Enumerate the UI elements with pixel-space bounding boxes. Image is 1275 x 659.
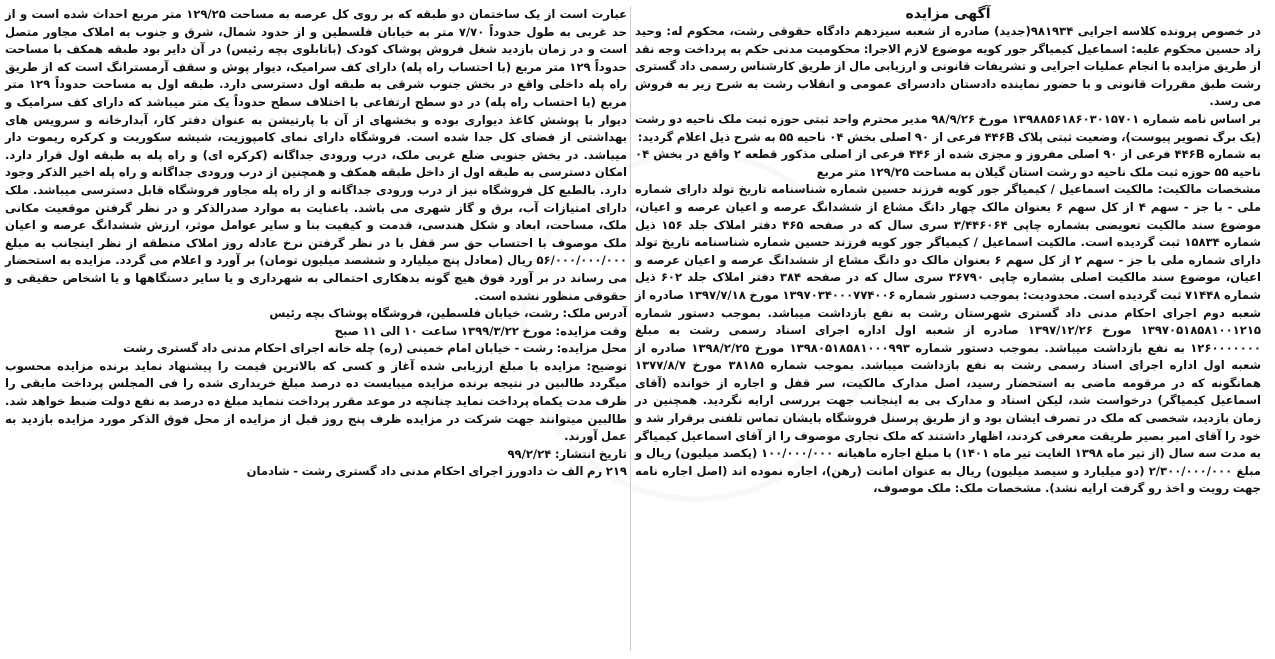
ownership-details-paragraph: مشخصات مالکیت: مالکیت اسماعیل / کیمیاگر جور کویه فرزند حسین شماره شناسنامه تاریخ تولد دارای شماره ملی - با جز - سهم ۴ از کل سهم ۶ بعنوان مالک چهار دانگ مشاع از ششدانگ عرصه و اعیان عرصه و اعیان، موضوع سند مالکیت تعویضی بشماره چاپی ۳/۴۴۶۰۶۴ سری سال که در صفحه ۴۶۵ دفتر املاک جلد ۱۵۶ ذیل شماره ۱۵۸۳۴ ثبت گردیده است. مالکیت اسماعیل / کیمیاگر جور کویه فرزند حسین شماره شناسنامه تاریخ تولد دارای شماره ملی با جز - سهم ۲ از کل سهم ۶ بعنوان مالک دو دانگ مشاع از ششدانگ عرصه و اعیان عرصه و اعیان، موضوع سند مالکیت اصلی بشماره چاپی ۳۶۷۹۰ سری سال که در صفحه ۳۸۴ دفتر املاک جلد ۶۰۲ ذیل شماره ۷۱۴۴۸ ثبت گردیده است. محدودیت: بموجب دستور شماره ۱۳۹۷۰۳۴۰۰۰۷۷۴۰۰۶ مورخ ۱۳۹۷/۷/۱۸ صادره از شعبه دوم اجرای احکام مدنی داد گستری شهرستان رشت به نفع بازداشت میباشد. بموجب دستور شماره ۱۳۹۷۰۵۱۸۵۸۱۰۰۱۲۱۵ مورخ ۱۳۹۷/۱۲/۲۶ صادره از شعبه اول اداره اجرای اسناد رسمی رشت به مبلغ ۱۲۶۰۰۰۰۰۰۰ به نفع بازداشت میباشد. بموجب دستور شماره ۱۳۹۸۰۵۱۸۵۸۱۰۰۰۹۹۳ مورخ ۱۳۹۸/۲/۲۵ صادره از شعبه اول اداره اجرای اسناد رسمی رشت به نفع بازداشت میباشد. بموجب شماره ۳۸۱۸۵ مورخ ۱۳۷۷/۸/۷ همانگونه که در مرقومه ماضی به استحضار رسید، اصل مدارک مالکیت، سر قفل و اجاره از خوانده (آقای اسماعیل کیمیاگر) درخواست شد، لیکن اسناد و مدارک بی به اینجانب جهت بررسی ارایه نگردید. همچنین در زمان بازدید، شخصی که ملک در تصرف ایشان بود و از طریق پرسنل فروشگاه بایشان تماس تلفنی برقرار شد و خود را آقای امیر بصیر طریقت معرفی کردند، اظهار داشتند که ملک تجاری موصوف را از آقای اسماعیل کیمیاگر به مدت سه سال (از تیر ماه ۱۳۹۸ الغایت تیر ماه ۱۴۰۱) با مبلغ اجاره ماهیانه ۱۰۰/۰۰۰/۰۰۰ (یکصد میلیون) ریال و مبلغ ۲/۳۰۰/۰۰۰/۰۰۰ (دو میلیارد و سیصد میلیون) ریال به عنوان امانت (رهن)، اجاره نموده اند (اصل اجاره نامه جهت رویت و اخذ رو گرفت ارایه نشد). مشخصات ملک: ملک موصوف، bbox=[635, 182, 1262, 496]
property-description-paragraph: عبارت است از یک ساختمان دو طبقه که بر روی کل عرصه به مساحت ۱۲۹/۲۵ متر مربع احداث شده است و از حد غربی به طول حدوداً ۷/۷۰ متر به خیابان فلسطین و از حدود شمال، شرق و جنوب به املاک مجاور متصل است و در زمان بازدید شغل فروش پوشاک کودک (باتابلوی بچه رئیس) در آن دایر بود طبقه همکف با مساحت حدوداً ۱۲۹ متر مربع (با احتساب راه پله) دارای کف سرامیک، دیوار پوش و سقف آرمسترانگ است که از طریق راه پله داخلی واقع در بخش جنوب شرقی به طبقه اول دسترسی دارد. طبقه اول به مساحت حدوداً ۱۲۹ متر مربع (با احتساب راه پله) در دو سطح ارتفاعی با اختلاف سطح حدوداً یک متر میباشد که دارای کف سرامیک و دیوار با پوشش کاغذ دیواری بوده و بخشهای از آن با پارتیشن به عنوان دفتر کار، آبدارخانه و سرویس های بهداشتی از فضای کل جدا شده است. فروشگاه دارای نمای کامپوزیت، شیشه سکوریت و کرکره ریموت دار میباشد. در بخش جنوبی ضلع غربی ملک، درب ورودی جداگانه (کرکره ای) و راه پله به طبقه اول قرار دارد. امکان دسترسی به طبقه اول از داخل طبقه همکف و همچنین از درب ورودی جداگانه و راه پله اخیر الذکر وجود دارد. بالطبع کل فروشگاه نیز از درب ورودی جداگانه و از راه پله مجاور فروشگاه قابل دسترسی میباشد. ملک دارای امتیازات آب، برق و گاز شهری می باشد. باعنایت به موارد صدرالذکر و در نظر گرفتن موقعیت مکانی ملک، مساحت، ابعاد و شکل هندسی، قدمت و کیفیت بنا و سایر عوامل موثر، ارزش ششدانگ عرصه و اعیان ملک موصوف با احتساب حق سر قفل با در نظر گرفتن نرخ عادله روز املاک منطقه از نظر اینجانب به مبلغ ۵۶/۰۰۰/۰۰۰/۰۰۰ ریال (معادل پنج میلیارد و ششصد میلیون تومان) بر آورد و اعلام می گردد. مزایده به استحضار می رساند در بر آورد فوق هیچ گونه بدهکاری احتمالی به شهرداری و یا سایر دستگاهها و یا اشخاص حقیقی و حقوقی منظور نشده است. bbox=[5, 7, 627, 303]
notice-title: آگهی مزایده bbox=[905, 6, 991, 22]
auction-explanation-paragraph: توضیح: مزایده با مبلغ ارزیابی شده آغاز و کسی که بالاترین قیمت را پیشنهاد نماید برنده مزایده محسوب میگردد طالبین در نتیجه برنده مزایده میبایست ده درصد مبلغ خریداری شده را فی المجلس پرداخت مابقی را ظرف مدت یکماه پرداخت نماید چنانچه در موعد مقرر پرداخت ننماید مبلغ ده درصد به نفع دولت ضبط خواهد شد. طالبین میتوانند جهت شرکت در مزایده ظرف پنج روز قبل از مزایده از محل فوق الذکر مورد مزایده بازدید به عمل آورند. bbox=[5, 358, 627, 444]
case-intro-paragraph: در خصوص پرونده کلاسه اجرایی ۹۸۱۹۳۴(جدید) صادره از شعبه سیزدهم دادگاه حقوقی رشت، محکوم له: وحید زاد حسین محکوم علیه: اسماعیل کیمیاگر جور کویه موضوع لازم الاجرا: محکومیت مدنی حکم به پرداخت وجه نقد از طریق مزایده با انجام عملیات اجرایی و تشریفات قانونی و ارزیابی مال از طریق کارشناس رسمی داد گستری رشت طبق مقررات قانونی و با حضور نماینده دادستان دادسرای عمومی و انقلاب رشت به شرح زیر به فروش می رسد. bbox=[635, 24, 1261, 109]
auction-place-line: محل مزایده: رشت - خیابان امام خمینی (ره) چله خانه اجرای احکام مدنی داد گستری رشت bbox=[122, 341, 627, 356]
registry-letter-paragraph: بر اساس نامه شماره ۱۳۹۸۸۵۶۱۸۶۰۳۰۱۵۷۰۱ مورخ ۹۸/۹/۲۶ مدیر محترم واحد ثبتی حوزه ثبت ملک ناحیه دو رشت (یک برگ تصویر پیوست)، وضعیت ثبتی پلاک ۴۴۶B فرعی از ۹۰ اصلی بخش ۰۴ ناحیه ۵۵ به شرح ذیل اعلام گردید: bbox=[635, 111, 1261, 144]
plot-number-paragraph: به شماره ۴۴۶B فرعی از ۹۰ اصلی مفروز و مجزی شده از ۴۴۶ فرعی از اصلی مذکور قطعه ۲ واقع در بخش ۰۴ ناحیه ۵۵ حوزه ثبت ملک ناحیه دو رشت استان گیلان به مساحت ۱۲۹/۲۵ متر مربع bbox=[635, 147, 1261, 179]
property-address-line: آدرس ملک: رشت، خیابان فلسطین، فروشگاه پوشاک بچه رئیس bbox=[269, 306, 627, 321]
notice-right-column bbox=[635, 6, 1261, 653]
auction-time-line: وقت مزایده: مورخ ۱۳۹۹/۳/۲۲ ساعت ۱۰ الی ۱۱ صبح bbox=[334, 323, 627, 338]
publish-date-line: تاریخ انتشار: ۹۹/۲/۲۴ bbox=[507, 446, 627, 461]
column-divider bbox=[630, 6, 631, 651]
notice-left-column bbox=[5, 6, 627, 653]
signature-line: ۲۱۹ رم الف ث دادورز اجرای احکام مدنی داد گستری رشت - شادمان bbox=[246, 464, 627, 479]
